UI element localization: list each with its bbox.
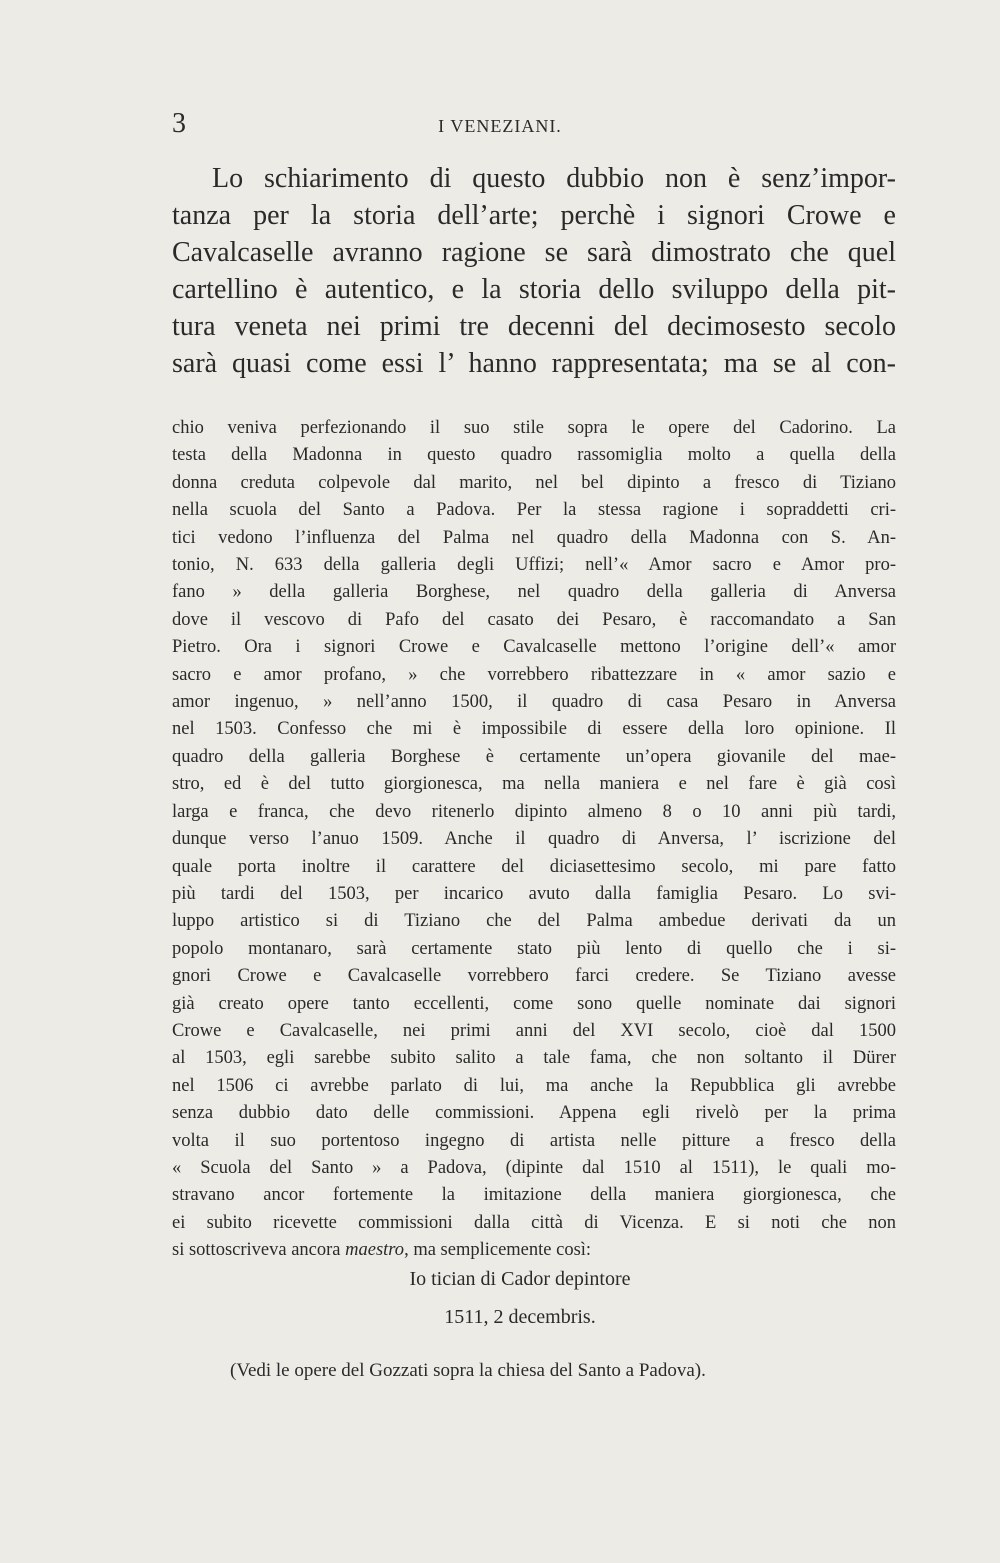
page-number: 3	[172, 108, 186, 139]
footnote-line: testa della Madonna in questo quadro rassomiglia molto a quella della	[172, 445, 896, 466]
footnote-line: senza dubbio dato delle commissioni. Appena egli rivelò per la prima	[172, 1103, 896, 1124]
footnote-line: sacro e amor profano, » che vorrebbero ribattezzare in « amor sazio e	[172, 664, 896, 685]
footnote-line: ei subito ricevette commissioni dalla città di Vicenza. E si noti che non	[172, 1212, 896, 1233]
footnote-line: quadro della galleria Borghese è certamente un’opera giovanile del mae-	[172, 746, 896, 767]
footnote-line: donna creduta colpevole dal marito, nel bel dipinto a fresco di Tiziano	[172, 472, 896, 493]
footnote-line: Crowe e Cavalcaselle, nei primi anni del XVI secolo, cioè dal 1500	[172, 1020, 896, 1041]
footnote-line: dove il vescovo di Pafo del casato dei Pesaro, è raccomandato a San	[172, 609, 896, 630]
reference-note: (Vedi le opere del Gozzati sopra la chiesa del Santo a Padova).	[230, 1360, 706, 1381]
footnote-line: tici vedono l’influenza del Palma nel quadro della Madonna con S. An-	[172, 527, 896, 548]
footnote-line: già creato opere tanto eccellenti, come sono quelle nominate dai signori	[172, 993, 896, 1014]
page-header	[0, 108, 1000, 148]
footnote-line: amor ingenuo, » nell’anno 1500, il quadro di casa Pesaro in Anversa	[172, 692, 896, 713]
main-line: tanza per la storia dell’arte; perchè i signori Crowe e	[172, 200, 896, 231]
footnote-line: « Scuola del Santo » a Padova, (dipinte dal 1510 al 1511), le quali mo-	[172, 1157, 896, 1178]
inscription-line-2: 1511, 2 decembris.	[444, 1306, 596, 1328]
footnote-last-line	[172, 1237, 896, 1264]
footnote-line: luppo artistico si di Tiziano che del Palma ambedue derivati da un	[172, 911, 896, 932]
footnote-line: fano » della galleria Borghese, nel quadro della galleria di Anversa	[172, 582, 896, 603]
main-paragraph	[172, 160, 896, 382]
footnote-last-suffix: , ma semplicemente così:	[404, 1240, 592, 1261]
inscription-line-1: Io tician di Cador depintore	[409, 1268, 631, 1290]
footnote-line: Pietro. Ora i signori Crowe e Cavalcaselle mettono l’origine dell’« amor	[172, 637, 896, 658]
footnote-line: quale porta inoltre il carattere del diciasettesimo secolo, mi pare fatto	[172, 856, 896, 877]
footnote-line: gnori Crowe e Cavalcaselle vorrebbero farci credere. Se Tiziano avesse	[172, 966, 896, 987]
footnote-line: stravano ancor fortemente la imitazione della maniera giorgionesca, che	[172, 1185, 896, 1206]
main-line: Lo schiarimento di questo dubbio non è senz’impor-	[212, 163, 896, 194]
main-line: sarà quasi come essi l’ hanno rappresentata; ma se al con-	[172, 348, 896, 379]
main-line: tura veneta nei primi tre decenni del decimosesto secolo	[172, 311, 896, 342]
footnote-line: dunque verso l’anuo 1509. Anche il quadro di Anversa, l’ iscrizione del	[172, 829, 896, 850]
footnote-line: nel 1503. Confesso che mi è impossibile di essere della loro opinione. Il	[172, 719, 896, 740]
italic-word: maestro	[345, 1240, 405, 1261]
footnote-line: tonio, N. 633 della galleria degli Uffizi; nell’« Amor sacro e Amor pro-	[172, 555, 896, 576]
footnote-line: più tardi del 1503, per incarico avuto dalla famiglia Pesaro. Lo svi-	[172, 883, 896, 904]
footnote-line: al 1503, egli sarebbe subito salito a tale fama, che non soltanto il Dürer	[172, 1048, 896, 1069]
footnote-last-prefix: si sottoscriveva ancora	[172, 1240, 346, 1261]
footnote-line: nel 1506 ci avrebbe parlato di lui, ma anche la Repubblica gli avrebbe	[172, 1075, 896, 1096]
footnote-line: chio veniva perfezionando il suo stile sopra le opere del Cadorino. La	[172, 418, 896, 438]
footnote	[172, 415, 896, 1265]
footnote-line: stro, ed è del tutto giorgionesca, ma nella maniera e nel fare è già così	[172, 774, 896, 795]
main-line: cartellino è autentico, e la storia dello sviluppo della pit-	[172, 274, 896, 305]
footnote-line: volta il suo portentoso ingegno di artista nelle pitture a fresco della	[172, 1130, 896, 1151]
running-title: I VENEZIANI.	[438, 116, 562, 136]
main-line: Cavalcaselle avranno ragione se sarà dimostrato che quel	[172, 237, 896, 268]
footnote-line: larga e franca, che devo ritenerlo dipinto almeno 8 o 10 anni più tardi,	[172, 801, 896, 822]
footnote-line: popolo montanaro, sarà certamente stato più lento di quello che i si-	[172, 938, 896, 959]
footnote-line: nella scuola del Santo a Padova. Per la stessa ragione i sopraddetti cri-	[172, 500, 896, 521]
